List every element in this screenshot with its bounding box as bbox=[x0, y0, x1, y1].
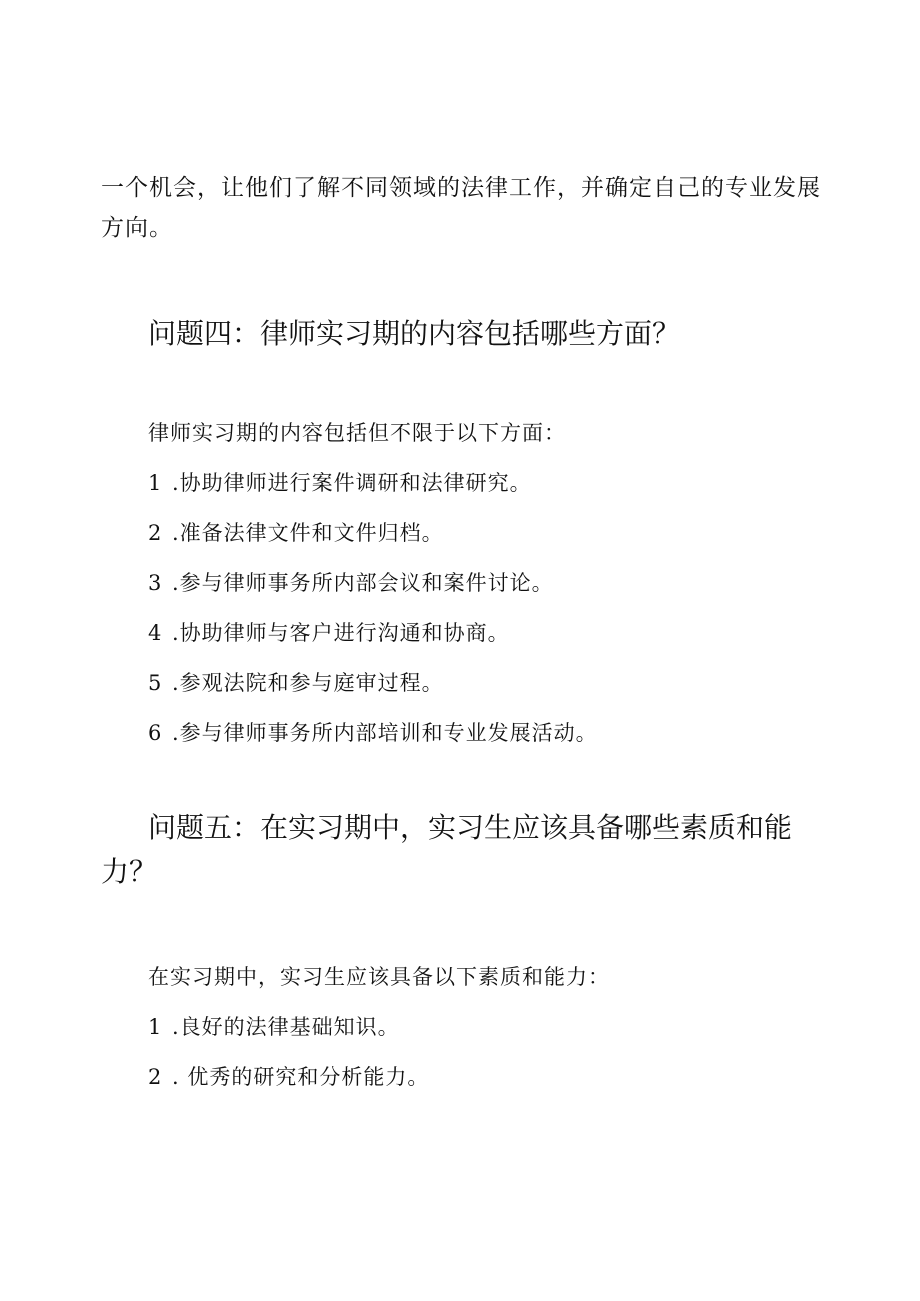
section-4-intro: 律师实习期的内容包括但不限于以下方面： bbox=[148, 421, 566, 445]
list-item-number: 6 bbox=[148, 721, 163, 745]
list-item bbox=[148, 518, 598, 568]
section-5-intro: 在实习期中，实习生应该具备以下素质和能力： bbox=[148, 965, 610, 989]
section-4-heading: 问题四：律师实习期的内容包括哪些方面？ bbox=[148, 317, 681, 350]
list-item-text: .协助律师进行案件调研和法律研究。 bbox=[172, 471, 532, 495]
list-item-text: .参与律师事务所内部会议和案件讨论。 bbox=[172, 571, 554, 595]
list-item-number: 1 bbox=[148, 471, 163, 495]
section-5-list bbox=[148, 1012, 429, 1112]
section-5-heading: 问题五：在实习期中，实习生应该具备哪些素质和能力？ bbox=[101, 811, 793, 888]
list-item bbox=[148, 618, 598, 668]
list-item-text: .协助律师与客户进行沟通和协商。 bbox=[172, 621, 510, 645]
list-item-number: 1 bbox=[148, 1015, 163, 1039]
list-item-number: 3 bbox=[148, 571, 163, 595]
list-item-text: .参观法院和参与庭审过程。 bbox=[172, 671, 444, 695]
list-item-number: 5 bbox=[148, 671, 163, 695]
section-4-list bbox=[148, 468, 598, 768]
list-item bbox=[148, 1062, 429, 1112]
list-item bbox=[148, 468, 598, 518]
list-item bbox=[148, 568, 598, 618]
list-item bbox=[148, 668, 598, 718]
list-item-text: .准备法律文件和文件归档。 bbox=[172, 521, 444, 545]
continuation-paragraph: 一个机会，让他们了解不同领域的法律工作，并确定自己的专业发展方向。 bbox=[101, 175, 821, 241]
list-item bbox=[148, 718, 598, 768]
list-item-number: 2 bbox=[148, 1065, 163, 1089]
list-item-text: . 优秀的研究和分析能力。 bbox=[172, 1065, 430, 1089]
list-item-number: 2 bbox=[148, 521, 163, 545]
list-item-text: .良好的法律基础知识。 bbox=[172, 1015, 400, 1039]
list-item bbox=[148, 1012, 429, 1062]
list-item-text: .参与律师事务所内部培训和专业发展活动。 bbox=[172, 721, 598, 745]
list-item-number: 4 bbox=[148, 621, 163, 645]
